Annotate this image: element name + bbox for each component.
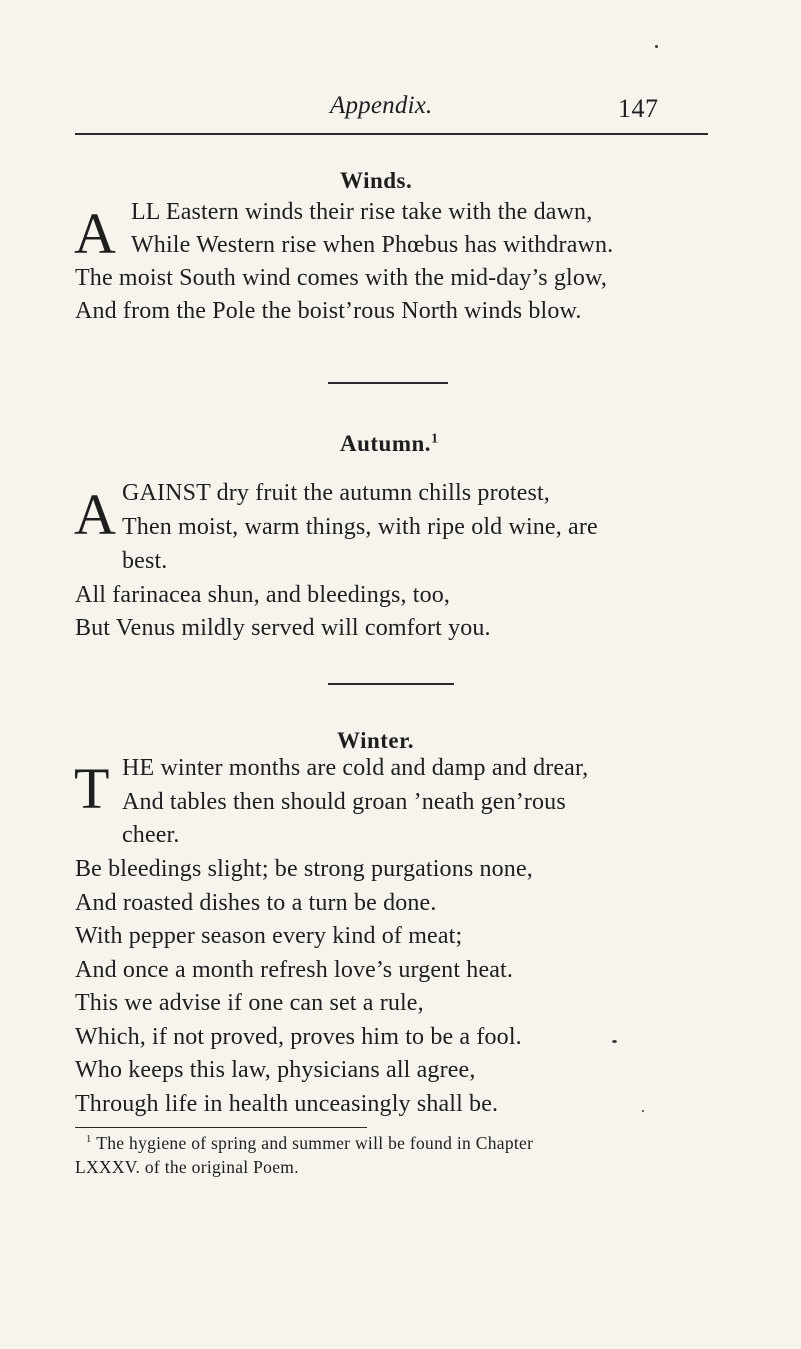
footnote-line-2: LXXXV. of the original Poem.	[75, 1157, 299, 1177]
verse-line: Through life in health unceasingly shall be.	[75, 1091, 499, 1117]
verse-line: And tables then should groan ’neath gen’rous	[122, 789, 566, 815]
dropcap-autumn: A	[74, 482, 116, 547]
section-heading-winds: Winds.	[340, 168, 413, 193]
running-title: Appendix.	[330, 92, 433, 119]
verse-line: All farinacea shun, and bleedings, too,	[75, 582, 451, 608]
verse-line: Which, if not proved, proves him to be a fool.	[75, 1024, 522, 1050]
page-number: 147	[618, 94, 659, 123]
footnote-mark: 1	[431, 430, 439, 446]
footnote-rule	[75, 1127, 367, 1128]
dropcap-winter: T	[74, 756, 110, 821]
verse-line: LL Eastern winds their rise take with the dawn,	[131, 199, 593, 225]
verse-line: This we advise if one can set a rule,	[75, 990, 424, 1016]
section-divider	[328, 382, 448, 384]
verse-line: Then moist, warm things, with ripe old wine, are	[122, 514, 598, 540]
footnote-text: The hygiene of spring and summer will be found in Chapter	[96, 1133, 534, 1153]
section-heading-autumn-text: Autumn.	[340, 431, 432, 456]
verse-line: best.	[122, 548, 168, 574]
verse-line: And once a month refresh love’s urgent heat.	[75, 957, 514, 983]
verse-line: But Venus mildly served will comfort you.	[75, 615, 491, 641]
footnote-line-1	[86, 1133, 533, 1154]
verse-line: HE winter months are cold and damp and drear,	[122, 755, 589, 781]
verse-line: cheer.	[122, 822, 180, 848]
verse-line: While Western rise when Phœbus has withdrawn.	[131, 232, 614, 258]
verse-line: Who keeps this law, physicians all agree,	[75, 1057, 476, 1083]
section-heading-winter: Winter.	[337, 728, 414, 753]
verse-line: Be bleedings slight; be strong purgations none,	[75, 856, 533, 882]
section-heading-autumn	[340, 431, 438, 457]
header-rule	[75, 133, 708, 135]
verse-line: And from the Pole the boist’rous North winds blow.	[75, 298, 582, 324]
verse-line: The moist South wind comes with the mid-day’s glow,	[75, 265, 608, 291]
footnote-number: 1	[86, 1134, 92, 1146]
dropcap-winds: A	[74, 201, 116, 266]
verse-line: GAINST dry fruit the autumn chills protest,	[122, 480, 550, 506]
print-speck	[655, 45, 658, 48]
verse-line: With pepper season every kind of meat;	[75, 923, 463, 949]
verse-line: And roasted dishes to a turn be done.	[75, 890, 437, 916]
print-speck	[642, 1110, 644, 1112]
section-divider	[328, 683, 454, 685]
print-speck	[612, 1040, 617, 1043]
